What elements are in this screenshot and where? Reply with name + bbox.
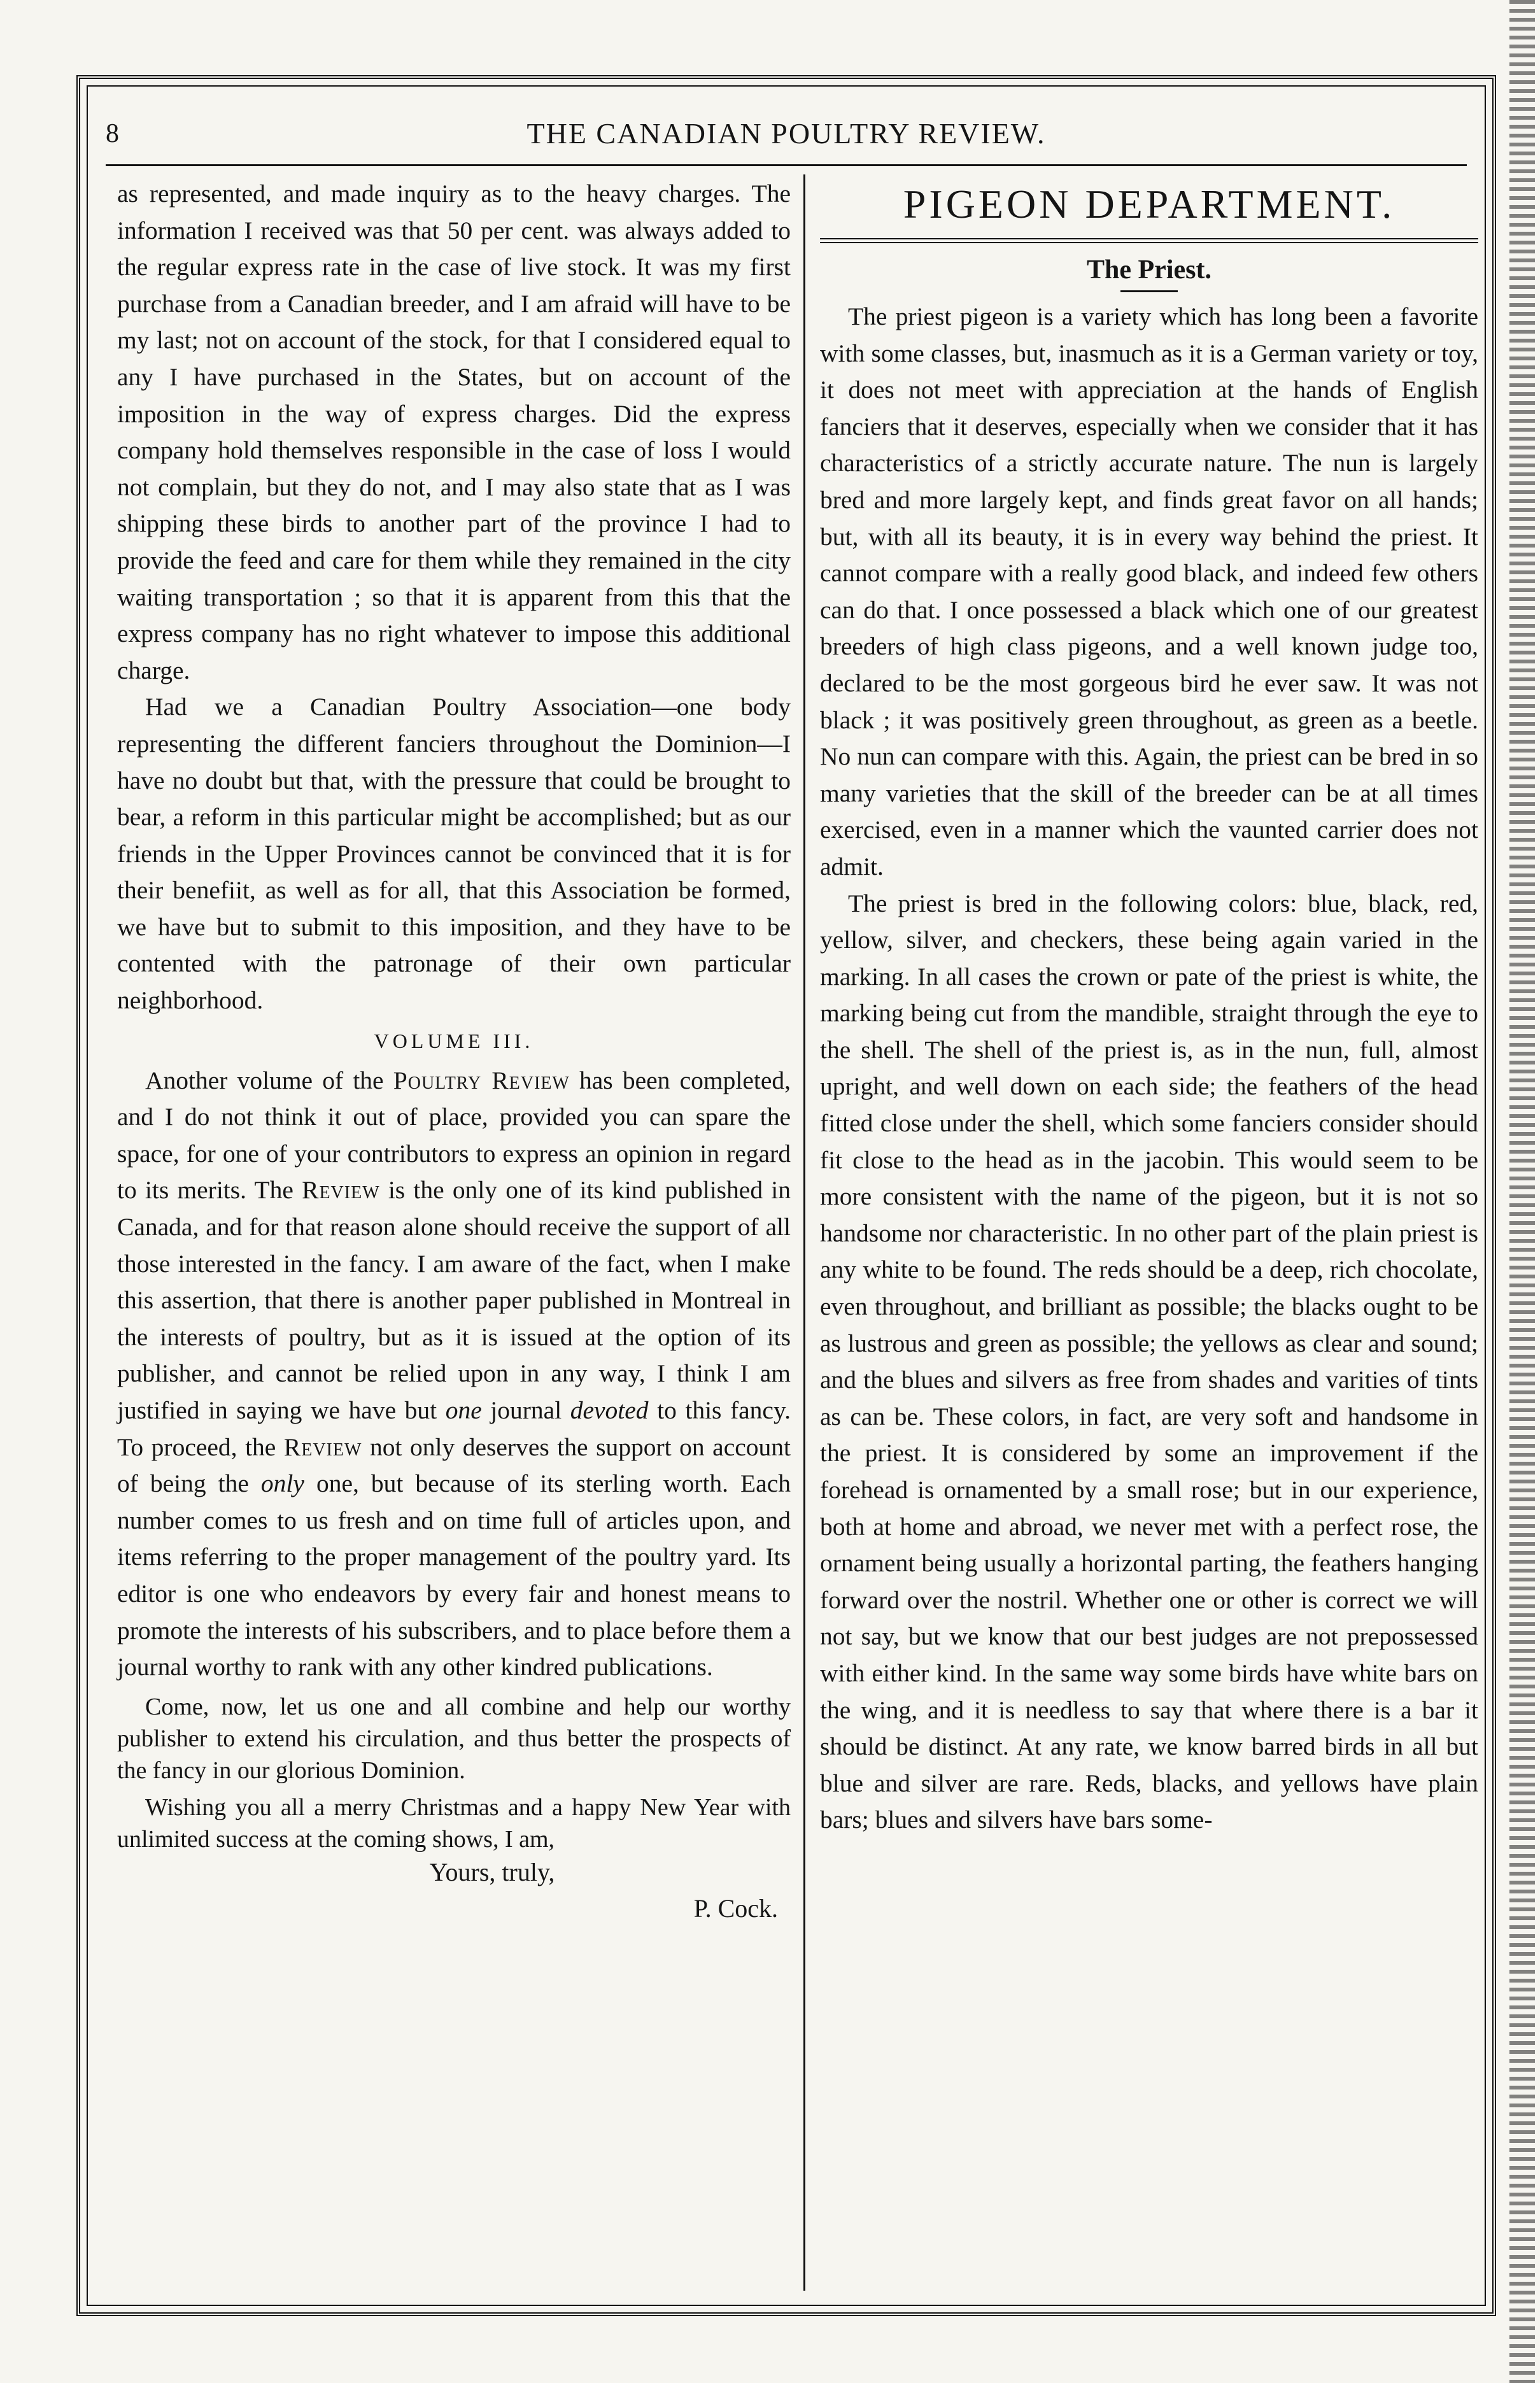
letter-paragraph-1: as represented, and made inquiry as to the heavy charges. The information I received was that 50 per cent. was always added to the regular express rate in the case of live stock. It was my first purchase from a Canadian breeder, and I am afraid will have to be my last; not on account of the stock, for that I considered equal to any I have purchased in the States, but on account of the imposition in the way of express charges. Did the express company hold themselves responsible in the case of loss I would not complain, but they do not, and I may also state that as I was shipping these birds to another part of the province I had to provide the feed and care for them while they remained in the city waiting transportation ; so that it is apparent from this that the express company has no right whatever to impose this additional charge. — [117, 180, 791, 684]
text-run: journal — [481, 1396, 570, 1424]
emphasis: one — [445, 1396, 482, 1424]
left-column — [117, 176, 791, 2291]
department-heading: PIGEON DEPARTMENT. — [903, 181, 1395, 227]
letter-signoff: Yours, truly, — [429, 1857, 555, 1886]
letter-paragraph-3 — [117, 1063, 791, 1686]
text-run: has been completed, and I do not think it out of place, provided you can spare the space, for one of your contributors to express an opinion in regard to its merits. The — [117, 1066, 791, 1205]
letter-paragraph-5: Wishing you all a merry Christmas and a happy New Year with unlimited success at the coming shows, I am, — [117, 1793, 791, 1853]
right-column — [820, 176, 1478, 2291]
text-run: not only deserves the support on account of being the — [117, 1432, 791, 1498]
emphasis: devoted — [570, 1396, 649, 1424]
emphasis: only — [260, 1469, 304, 1498]
text-run: one, but because of its sterling worth. Each number comes to us fresh and on time full of articles upon, and items referring to the proper management of the poultry yard. Its editor is one who endeavors by every fair and honest means to promote the interests of his subscribers, and to place before them a journal worthy to rank with any other kindred publications. — [117, 1469, 791, 1681]
masthead-title: THE CANADIAN POULTRY REVIEW. — [526, 117, 1046, 150]
text-run: Another volume of the — [145, 1066, 393, 1094]
heading-rule — [820, 242, 1478, 243]
article-paragraph-1: The priest pigeon is a variety which has long been a favorite with some classes, but, inasmuch as it is a German variety or toy, it does not meet with appreciation at the hands of English fanciers that it deserves, especially when we consider that it has characteristics of a strictly accurate nature. The nun is largely bred and more largely kept, and finds great favor on all hands; but, with all its beauty, it is in every way behind the priest. It cannot compare with a really good black, and indeed few others can do that. I once possessed a black which one of our greatest breeders of high class pigeons, and a well known judge too, declared to be the most gorgeous bird he ever saw. It was not black ; it was positively green throughout, as green as a beetle. No nun can compare with this. Again, the priest can be bred in so many varieties that the skill of the breeder can be at all times exercised, even in a manner which the vaunted carrier does not admit. — [820, 302, 1478, 880]
column-divider — [803, 174, 805, 2291]
page-number: 8 — [106, 119, 119, 148]
text-run: to this fancy. To proceed, the — [117, 1396, 791, 1461]
letter-paragraph-2: Had we a Canadian Poultry Association—one body representing the different fanciers throughout the Dominion—I have no doubt but that, with the pressure that could be brought to bear, a reform in this particular might be accomplished; but as our friends in the Upper Provinces cannot be convinced that it is for their benefiit, as well as for all, that this Association be formed, we have but to submit to this imposition, and they have to be contented with the patronage of their own particular neighborhood. — [117, 693, 791, 1015]
publication-name: Poultry Review — [393, 1066, 570, 1094]
letter-paragraph-4: Come, now, let us one and all combine and help our worthy publisher to extend his circulation, and thus better the prospects of the fancy in our glorious Dominion. — [117, 1693, 791, 1784]
header-rule — [106, 164, 1467, 166]
section-subhead: VOLUME III. — [374, 1029, 534, 1052]
text-run: is the only one of its kind published in Canada, and for that reason alone should receive the support of all those interested in the fancy. I am aware of the fact, when I make this assertion, that there is another paper published in Montreal in the interests of poultry, but as it is issued at the option of its publisher, and cannot be relied upon in any way, I think I am justified in saying we have but — [117, 1176, 791, 1424]
title-rule — [1120, 290, 1178, 292]
page-header — [106, 115, 1467, 166]
newspaper-page — [76, 75, 1496, 2316]
heading-rule — [820, 238, 1478, 239]
article-paragraph-2: The priest is bred in the following colors: blue, black, red, yellow, silver, and checkers, these being again varied in the marking. In all cases the crown or pate of the priest is white, the marking being cut from the mandible, straight through the eye to the shell. The shell of the priest is, as in the nun, full, almost upright, and well down on each side; the feathers of the head fitted close under the shell, which some fanciers consider should fit close to the head as in the jacobin. This would seem to be more consistent with the name of the pigeon, but it is not so handsome nor characteristic. In no other part of the plain priest is any white to be found. The reds should be a deep, rich chocolate, even throughout, and brilliant as possible; the blacks ought to be as lustrous and green as possible; the yellows as clear and sound; and the blues and silvers as free from shades and varities of tints as can be. These colors, in fact, are very soft and handsome in the priest. It is considered by some an improvement if the forehead is ornamented by a small rose; but in our experience, both at home and abroad, we never met with a perfect rose, the ornament being usually a horizontal parting, the feathers hanging forward over the nostril. Whether one or other is correct we will not say, but we know that our best judges are not prepossessed with either kind. In the same way some birds have white bars on the wing, and it is needless to say that where there is a bar it should be distinct. At any rate, we know barred birds in all but blue and silver are rare. Reds, blacks, and yellows have plain bars; blues and silvers have bars some- — [820, 889, 1478, 1834]
publication-name: Review — [302, 1176, 380, 1205]
letter-signature: P. Cock. — [693, 1893, 778, 1923]
binding-edge — [1509, 0, 1535, 2383]
publication-name: Review — [283, 1432, 362, 1461]
article-title: The Priest. — [1087, 255, 1212, 285]
